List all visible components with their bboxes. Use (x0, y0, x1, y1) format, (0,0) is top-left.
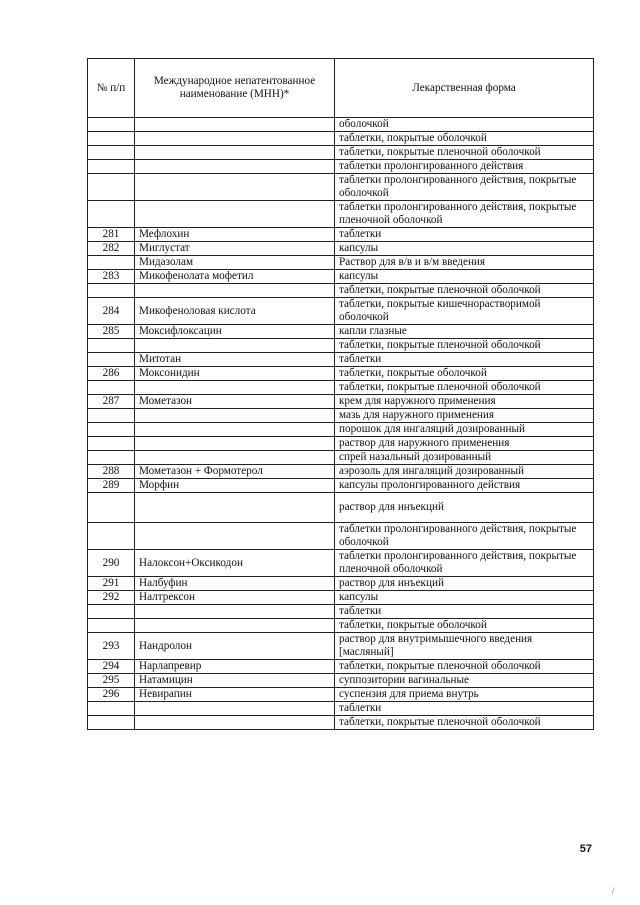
cell-inn-name (135, 381, 335, 395)
cell-dosage-form: спрей назальный дозированный (335, 451, 594, 465)
cell-number: 294 (88, 660, 135, 674)
table-row (88, 550, 594, 577)
table-row (88, 702, 594, 716)
cell-dosage-form: Раствор для в/в и в/м введения (335, 256, 594, 270)
cell-number (88, 174, 135, 201)
table-row (88, 256, 594, 270)
cell-number (88, 702, 135, 716)
table-row (88, 591, 594, 605)
table-row (88, 409, 594, 423)
table-row (88, 674, 594, 688)
cell-number: 290 (88, 550, 135, 577)
cell-inn-name: Мефлохин (135, 228, 335, 242)
cell-dosage-form: таблетки (335, 702, 594, 716)
cell-inn-name (135, 437, 335, 451)
cell-inn-name (135, 284, 335, 298)
cell-number (88, 409, 135, 423)
cell-inn-name (135, 146, 335, 160)
cell-dosage-form: таблетки (335, 605, 594, 619)
table-row (88, 201, 594, 228)
cell-number (88, 201, 135, 228)
cell-number: 291 (88, 577, 135, 591)
cell-number (88, 284, 135, 298)
cell-inn-name (135, 339, 335, 353)
table-row (88, 353, 594, 367)
table-row (88, 479, 594, 493)
table-row (88, 577, 594, 591)
table-row (88, 270, 594, 284)
cell-number: 293 (88, 633, 135, 660)
cell-number (88, 256, 135, 270)
cell-inn-name: Нарлапревир (135, 660, 335, 674)
table-row (88, 284, 594, 298)
cell-dosage-form: таблетки, покрытые оболочкой (335, 132, 594, 146)
cell-inn-name: Митотан (135, 353, 335, 367)
header-inn-name: Международное непатентованное наименование (МНН)* (135, 59, 335, 118)
cell-dosage-form: суппозитории вагинальные (335, 674, 594, 688)
cell-dosage-form: аэрозоль для ингаляций дозированный (335, 465, 594, 479)
cell-dosage-form: капсулы (335, 242, 594, 256)
cell-dosage-form: капсулы пролонгированного действия (335, 479, 594, 493)
cell-number (88, 118, 135, 132)
cell-number (88, 146, 135, 160)
cell-dosage-form: таблетки пролонгированного действия, покрытые пленочной оболочкой (335, 550, 594, 577)
table-row (88, 325, 594, 339)
cell-dosage-form: суспензия для приема внутрь (335, 688, 594, 702)
table-row (88, 339, 594, 353)
cell-dosage-form: таблетки пролонгированного действия, покрытые оболочкой (335, 523, 594, 550)
cell-number: 292 (88, 591, 135, 605)
cell-dosage-form: таблетки (335, 353, 594, 367)
cell-dosage-form: капсулы (335, 591, 594, 605)
cell-number (88, 493, 135, 523)
cell-inn-name (135, 605, 335, 619)
cell-number (88, 523, 135, 550)
cell-dosage-form: таблетки, покрытые пленочной оболочкой (335, 284, 594, 298)
cell-dosage-form: таблетки, покрытые пленочной оболочкой (335, 339, 594, 353)
cell-dosage-form: капсулы (335, 270, 594, 284)
table-row (88, 118, 594, 132)
cell-inn-name: Налбуфин (135, 577, 335, 591)
cell-dosage-form: капли глазные (335, 325, 594, 339)
cell-inn-name (135, 132, 335, 146)
cell-number (88, 451, 135, 465)
table-row (88, 174, 594, 201)
cell-dosage-form: крем для наружного применения (335, 395, 594, 409)
cell-number: 288 (88, 465, 135, 479)
cell-inn-name (135, 451, 335, 465)
drug-list-table (87, 58, 594, 730)
cell-inn-name (135, 716, 335, 730)
cell-number (88, 619, 135, 633)
cell-inn-name (135, 160, 335, 174)
table-row (88, 228, 594, 242)
table-row (88, 523, 594, 550)
cell-inn-name (135, 493, 335, 523)
cell-dosage-form: раствор для инъекций (335, 577, 594, 591)
table-row (88, 716, 594, 730)
header-number: № п/п (88, 59, 135, 118)
table-row (88, 660, 594, 674)
table-row (88, 298, 594, 325)
cell-inn-name (135, 201, 335, 228)
cell-inn-name: Налтрексон (135, 591, 335, 605)
cell-number: 295 (88, 674, 135, 688)
cell-inn-name: Мометазон + Формотерол (135, 465, 335, 479)
table-row (88, 132, 594, 146)
cell-inn-name (135, 423, 335, 437)
cell-number (88, 381, 135, 395)
cell-dosage-form: таблетки, покрытые пленочной оболочкой (335, 381, 594, 395)
cell-inn-name: Мометазон (135, 395, 335, 409)
cell-inn-name: Нандролон (135, 633, 335, 660)
table-row (88, 367, 594, 381)
cell-dosage-form: раствор для внутримышечного введения [масляный] (335, 633, 594, 660)
table-row (88, 146, 594, 160)
cell-inn-name: Морфин (135, 479, 335, 493)
cell-number (88, 423, 135, 437)
cell-number: 289 (88, 479, 135, 493)
table-row (88, 423, 594, 437)
cell-dosage-form: таблетки (335, 228, 594, 242)
cell-inn-name (135, 702, 335, 716)
cell-inn-name: Моксифлоксацин (135, 325, 335, 339)
table-row (88, 437, 594, 451)
cell-number (88, 339, 135, 353)
cell-number: 283 (88, 270, 135, 284)
table-row (88, 633, 594, 660)
cell-inn-name: Налоксон+Оксикодон (135, 550, 335, 577)
cell-dosage-form: таблетки, покрытые пленочной оболочкой (335, 660, 594, 674)
cell-dosage-form: таблетки, покрытые оболочкой (335, 619, 594, 633)
table-row (88, 160, 594, 174)
corner-mark: / (612, 886, 615, 896)
table-row (88, 451, 594, 465)
cell-inn-name (135, 118, 335, 132)
cell-number: 284 (88, 298, 135, 325)
cell-number: 281 (88, 228, 135, 242)
cell-number (88, 437, 135, 451)
cell-dosage-form: раствор для инъекций (335, 493, 594, 523)
table-row (88, 381, 594, 395)
cell-inn-name (135, 409, 335, 423)
cell-inn-name: Микофеноловая кислота (135, 298, 335, 325)
table-body (88, 118, 594, 730)
cell-dosage-form: таблетки пролонгированного действия (335, 160, 594, 174)
table-row (88, 395, 594, 409)
cell-number (88, 132, 135, 146)
header-dosage-form: Лекарственная форма (335, 59, 594, 118)
cell-number: 287 (88, 395, 135, 409)
cell-inn-name: Натамицин (135, 674, 335, 688)
cell-inn-name (135, 174, 335, 201)
cell-number: 285 (88, 325, 135, 339)
table-row (88, 493, 594, 523)
cell-dosage-form: таблетки, покрытые кишечнорастворимой оболочкой (335, 298, 594, 325)
cell-number: 296 (88, 688, 135, 702)
cell-inn-name: Мидазолам (135, 256, 335, 270)
cell-dosage-form: таблетки, покрытые оболочкой (335, 367, 594, 381)
cell-inn-name: Моксонидин (135, 367, 335, 381)
cell-number (88, 160, 135, 174)
table-row (88, 465, 594, 479)
cell-dosage-form: таблетки, покрытые пленочной оболочкой (335, 146, 594, 160)
page-number: 57 (579, 843, 592, 855)
cell-number: 286 (88, 367, 135, 381)
cell-number (88, 716, 135, 730)
cell-inn-name (135, 523, 335, 550)
cell-number: 282 (88, 242, 135, 256)
table-header-row (88, 59, 594, 118)
cell-dosage-form: таблетки, покрытые пленочной оболочкой (335, 716, 594, 730)
cell-number (88, 353, 135, 367)
table-row (88, 619, 594, 633)
table-row (88, 242, 594, 256)
cell-number (88, 605, 135, 619)
table-row (88, 688, 594, 702)
cell-dosage-form: таблетки пролонгированного действия, покрытые оболочкой (335, 174, 594, 201)
cell-inn-name: Невирапин (135, 688, 335, 702)
cell-dosage-form: раствор для наружного применения (335, 437, 594, 451)
cell-dosage-form: мазь для наружного применения (335, 409, 594, 423)
cell-dosage-form: порошок для ингаляций дозированный (335, 423, 594, 437)
cell-inn-name (135, 619, 335, 633)
cell-dosage-form: оболочкой (335, 118, 594, 132)
cell-inn-name: Микофенолата мофетил (135, 270, 335, 284)
cell-dosage-form: таблетки пролонгированного действия, покрытые пленочной оболочкой (335, 201, 594, 228)
table-row (88, 605, 594, 619)
cell-inn-name: Миглустат (135, 242, 335, 256)
